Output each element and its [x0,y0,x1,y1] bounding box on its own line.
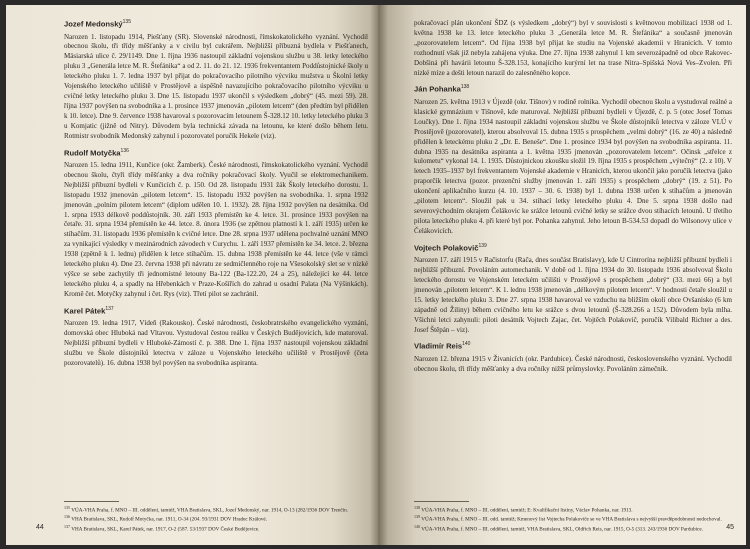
entry-name: Jozef Medonský$^{135}$ [64,19,131,29]
footnote: $^{139}$ VÚA-VHA Praha, f. MNO – III. odd. tamtéž; Kmenový list Vojtecha Polakoviče se ve VHA Bratislava s nejvyšší pravděpodobností nedochoval. [414,514,722,524]
entry-pohanka [414,84,732,236]
continuation-text: pokračovací plán ukončení ŠDZ (s výsledkem „dobrý“) byl v souvislosti s květnovou mobilizací 1938 od 1. května 1938 ke 13. letce leteckého pluku 3 „Generála letce M. R. Štefánika“ a současně jmenován „pozorovatelem letcem“. Od října 1938 byl přijat ke studiu na Vojenské akademii v Hranicích. V tomto rozhodnutí však již nebyla zahájena výuka. Dne 27. října 1938 zahynul 1 km severozápadně od obce Rakovec-Dobšiná při havárii letounu Š-328.153, konajícího kurýrní let na trase Nitra–Spišská Nová Ves–Zvolen. Při nízké míze a dešti letoun narazil do zalesněného kopce. [414,19,732,77]
entry-name: Vojtech Polakovič$^{139}$ [414,242,487,253]
entry-motycka [64,148,368,300]
entry-continuation [414,19,732,78]
footnote-rule [64,501,119,502]
entry-patek [64,306,368,369]
entry-reis [414,341,732,374]
entry-text: Narozen 25. května 1913 v Újezdě (okr. Tišnov) v rodině rolníka. Vychodil obecnou školu a vystudoval reálné a klasické gymnázium v Tišnově, kde maturoval. Nejbližší příbuzní bydleli v Újezdě, č. p. 5 (otec Josef Tomas Loučky). Dne 1. října 1934 nastoupil základní vojenskou službu ve Škole důstojníků letectva v záloze VLÚ v Prostějově (pozorovatel), kterou absolvoval 15. dubna 1935 s prospěchem „velmi dobrý“ (16. ze 40) a následně přidělen k leteckému pluku 2 „Dr. E. Beneše“. Dne 1. prosince 1934 byl povýšen na svobodníka aspiranta. 11. dubna 1935 na desátníka aspiranta a 1. května 1935 jmenován „pozorovatelem letcem“. Očinsk „střelce z kulometu“ vykonal 14. 1. 1935. Důstojnickou zkoušku složil 19. října 1935 s prospěchem „výtečný“ (2. z 10). V letech 1935–1937 byl frekventantem Vojenské akademie v Hranicích, kterou ukončil jako poručík letectva (jako praporčík letectva (pozor. prezenční služby jmenován 1. září 1935) s prospěchem „dobrý“ (19. z 51). Po ukončení aplikačního kurzu (4. 10. 1937 – 30. 6. 1938) byl 1. dubna 1938 určen k stíhačům a jmenován „pilotem letcem“. Sloužil pak u 34. stíhací letky leteckého pluku 4. Dne 5. srpna 1938 došlo nad severovýchodním okrajem Čelákovic ke srážce letounů cvičné letky se srážce dvou stíhacích letounů. U třetího pilota leteckého pluku 4. při které byl por. Pohanka zahynul. Jeho letoun B-534.53 dopadl do Wilsonovy ulice v Čelákovicích. [414,97,732,235]
entry-text: Narozen 17. září 1915 v Račistorfu (Rača, dnes součást Bratislavy), kde U Cintrorína nejbližší příbuzní bydleli i nejbližší příbuzní. Povoláním automechanik. V době od 1. října 1934 do 30. listopadu 1936 absolvoval Školu leteckého dorostu ve Vojenském leteckém učilišti v Prostějově s prospěchem „dobrý“ (33. mezi 66) a byl jmenován „pilotem letcem“. K 1. lednu 1938 jmenován „délkovým pilotem letcem“. V hodnosti četaře sloužil u 15. letky leteckého pluku 3. Dne 27. srpna 1938 havaroval ve vzduchu na bližším okolí obce Ovšanisko (6 km západně od Žiliny) během cvičného letu ke srážce s dvou letounů (Š-328.266 a 152). Důvodem byla mlha. Všichni letci zahynuli: piloti desátník Vojtech Zajac, čet. Vojtěch Polakovič, poručík Vilibald Richter a des. Josef Štěpán – viz). [414,256,732,334]
footnote: $^{135}$ VÚA-VHA Praha, f. MNO – III. oddělení, tamtéž, VHA Bratislava, SKL, Jozef Medonský, nar. 1914, O-13 (282/1936 DOV Trenčín. [64,505,349,514]
entry-text: Narozen 1. listopadu 1914, Piešťany (SR). Slovenské národnosti, římskokatolického vyznání. Vychodil obecnou školu, tři třídy měšťanky a v civilu byl cukrářem. Nejbližší příbuzná bydlela v Piešťanech, Mäsiarská ulice č. 29/1149. Dne 1. října 1936 nastoupil základní vojenskou službu u 38. letky leteckého pluku 3 „Generála letce M. R. Štefánika“ a od 2. 11. do 21. 12. 1936 frekventantem Poddůstojnické školy u leteckého pluku 1. 7. ledna 1937 byl přijat do pokračovacího pilotního výcviku mužstva u Školní letky Vojenského leteckého učiliště v Prostějově a úspěšně navazujícího pokračovacího pilotního výcviku u cvičné letky leteckého pluku 3. Dne 15. listopadu 1937 ukončil s výsledkem „dobrý“ (45. mezi 59). 28. října 1937 povýšen na svobodníka a 1. prosince 1937 jmenován „pilotem letcem“ (den předtím byl přidělen k 10. letce). Dne 9. července 1938 havaroval s pozorovacím letounem Š-328.12 10. letky leteckého pluku 3 u Komjatic (jižně od Nitry). Důvodem byla technická závada na letounu, ke které došlo během letu. Rotmistr svobodník Medonský zahynul i pozorovatel poručík Hekele (viz). [64,32,368,140]
footnote: $^{140}$ VÚA-VHA Praha, f. MNO – III. oddělení, tamtéž, VHA Bratislava, SKL, Oldřich Reis, nar. 1915, O-5 (313. 243/1936 DOV Pardubice. [414,523,703,533]
footnote: $^{137}$ VHA Bratislava, SKL, Karel Pátek, nar. 1917, O-2 (587. 53/1937 DOV České Budějovice. [64,523,260,533]
left-page [6,5,378,545]
entry-name: Ján Pohanka$^{138}$ [414,84,470,94]
book-gutter [370,5,388,545]
footnote: $^{138}$ VÚA-VHA Praha, f. MNO – III. oddělení, tamtéž; E: Kvalifikační listiny, Václav Pohanka, nar. 1913. [414,505,633,514]
entry-text: Narozen 19. ledna 1917, Vídeň (Rakousko). České národnosti, českobratrského evangelického vyznání, domovská obec Hluboká nad Vltavou. Vystudoval čestou reálku v Českých Budějovicích, kde maturoval. Nejbližší příbuzní bydleli v Hluboké-Zámostí č. p. 388. Dne 1. října 1937 nastoupil vojenskou základní službu ve Škole důstojníků letectva v záloze u Vojenského leteckého učiliště v Prostějově (četa pozorovatelů). 16. dubna 1938 byl povýšen na svobodníka aspiranta. [64,319,368,367]
left-footnotes [64,495,364,533]
right-entries [414,19,732,375]
left-entries [64,19,368,369]
page-number-left: 44 [36,524,44,531]
book-spread [6,5,746,545]
right-footnotes [414,495,732,533]
entry-name: Vladimír Reis$^{140}$ [414,341,471,351]
footnote: $^{136}$ VHA Bratislava, SKL, Rudolf Motyčka, nar. 1911, O-34 (204. 93/1931 DOV Hradec Králové. [64,514,267,524]
right-page [378,5,746,545]
entry-text: Narozen 15. ledna 1911, Kunčice (okr. Žamberk). České národnosti, římskokatolického vyznání. Vychodil obecnou školu, čtyři třídy měšťanky a dva ročníky pokračovací školy. Vyučil se elektromechanikem. Nejbližší příbuzní bydleli v Kunčicích č. p. 150. Od 28. listopadu 1931 žák Školy leteckého dorostu. 1. listopadu 1932 jmenován „pilotem letcem“. 15. listopadu 1932 povýšen na svobodníka. 1. srpna 1932 jmenován „polním pilotem letcem“ (diplom udělen 10. 1. 1932). 28. října 1932 povýšen na desátníka. Od 1. srpna 1933 délkově poddůstojník. 30. září 1933 přemístěn ke 4. letce. 31. prosince 1933 povýšen na četaře. 31. srpna 1934 přemístěn ke 44. letce. 8. února 1936 (se zpětnou platností k 1. září 1935) určen ke stíhačům. 31. listopadu 1936 přemístěn k cvičné letce. Dne 28. srpna 1937 udělena pochvalné uznání MNO za vynikající výsledky v mezinárodních závodech v Curychu. 1. září 1937 přemístěn ke 34. letce. 2. března 1938 (zpětně k 1. lednu) přidělen k letce stíhačům. 15. dubna 1938 přemístěn ke 44. letce (vše v rámci leteckého pluku 4). Dne 23. června 1938 při návratu ze sedmičlenného roje na Všesokolský slet se v nízké výšce se sebe zachytily tři jednomístné letouny Ba-122 (Ba-122.20, 24 a 25), náležející ke 44. letce leteckého pluku 4, a spadly na Hřebenkách v Praze-Košířích do zahrad u osadní Palata (Na Výšinkách). Kromě čet. Motyčky zahynul i čet. Rys (viz). Třetí pilot se zachránil. [64,161,368,298]
entry-name: Karel Pátek$^{137}$ [64,305,114,316]
footnote-rule [414,501,469,502]
entry-name: Rudolf Motyčka$^{136}$ [64,147,129,158]
entry-medonsky [64,19,368,142]
page-number-right: 45 [726,524,734,531]
entry-polakovic [414,243,732,336]
entry-text: Narozen 12. března 1915 v Živanicích (okr. Pardubice). České národnosti, československého vyznání. Vychodil obecnou školu, tři třídy měšťanky a dva ročníky nižší průmyslovky. Povoláním zámečník. [414,354,732,373]
